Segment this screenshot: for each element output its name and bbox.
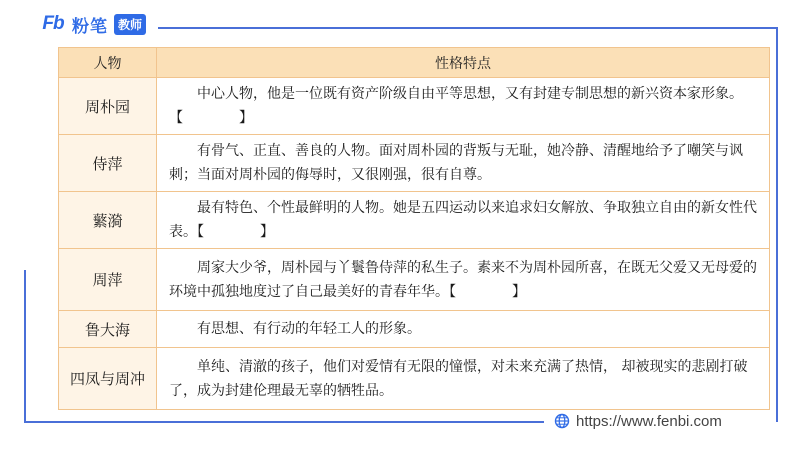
character-name: 侍萍 <box>59 135 157 192</box>
website-link[interactable] <box>554 410 722 432</box>
character-name: 四凤与周冲 <box>59 348 157 410</box>
logo-brand-name: 粉笔 <box>72 16 108 37</box>
logo-mark: Fb <box>42 13 64 34</box>
table-row <box>59 78 770 135</box>
frame-top-line <box>158 27 778 29</box>
character-traits: 周家大少爷，周朴园与丫鬟鲁侍萍的私生子。素来不为周朴园所喜，在既无父爱又无母爱的环境中孤独地度过了自己最美好的青春年华。【 】 <box>157 249 770 311</box>
character-name: 周萍 <box>59 249 157 311</box>
table-row <box>59 348 770 410</box>
brand-logo <box>38 12 146 36</box>
character-traits: 有骨气、正直、善良的人物。面对周朴园的背叛与无耻，她冷静、清醒地给予了嘲笑与讽刺；当面对周朴园的侮辱时，又很刚强，很有自尊。 <box>157 135 770 192</box>
logo-badge: 教师 <box>114 14 146 35</box>
frame-bottom-line <box>24 421 544 423</box>
table-header-row <box>59 48 770 78</box>
character-table <box>58 47 770 410</box>
table-row <box>59 135 770 192</box>
website-url: https://www.fenbi.com <box>576 412 722 430</box>
header-character: 人物 <box>59 48 157 78</box>
globe-icon <box>554 413 570 429</box>
table-row <box>59 192 770 249</box>
frame-left-line <box>24 270 26 422</box>
character-traits: 最有特色、个性最鲜明的人物。她是五四运动以来追求妇女解放、争取独立自由的新女性代表。【 】 <box>157 192 770 249</box>
character-name: 蘩漪 <box>59 192 157 249</box>
character-traits: 单纯、清澈的孩子，他们对爱情有无限的憧憬，对未来充满了热情， 却被现实的悲剧打破了，成为封建伦理最无辜的牺牲品。 <box>157 348 770 410</box>
character-traits: 中心人物，他是一位既有资产阶级自由平等思想，又有封建专制思想的新兴资本家形象。【 】 <box>157 78 770 135</box>
table-row <box>59 249 770 311</box>
table-row <box>59 311 770 348</box>
character-name: 鲁大海 <box>59 311 157 348</box>
header-traits: 性格特点 <box>157 48 770 78</box>
character-traits: 有思想、有行动的年轻工人的形象。 <box>157 311 770 348</box>
character-name: 周朴园 <box>59 78 157 135</box>
frame-right-line <box>776 27 778 422</box>
